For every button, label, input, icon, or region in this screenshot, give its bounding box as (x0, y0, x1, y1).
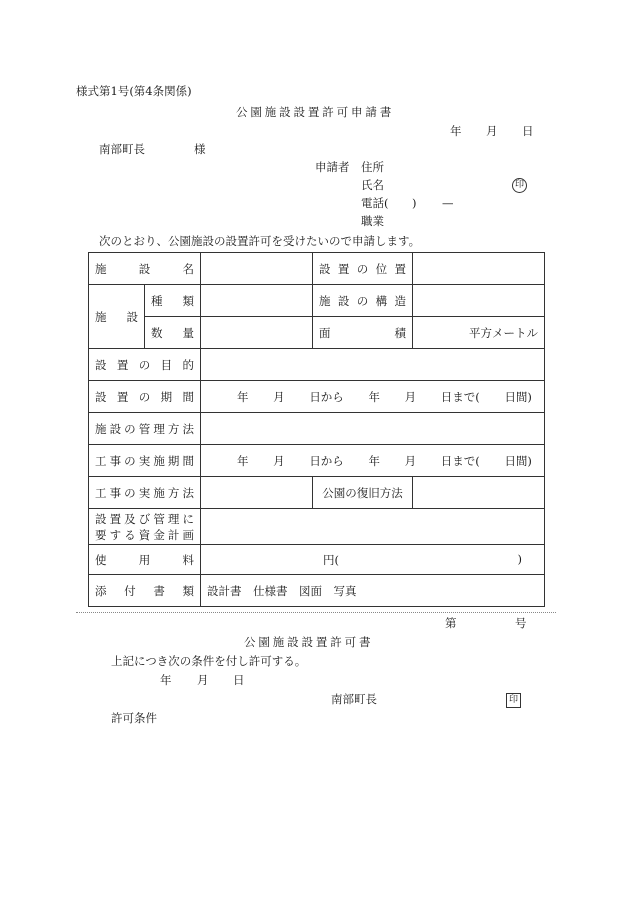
period-days: 日間) (504, 389, 532, 404)
period-until: 日まで( (440, 453, 480, 468)
purpose-field[interactable] (201, 349, 545, 381)
permit-date-year: 年 (160, 673, 172, 687)
application-table (88, 252, 545, 607)
management-method-field[interactable] (201, 413, 545, 445)
quantity-label: 数量 (145, 317, 201, 349)
structure-label: 施設の構造 (313, 285, 413, 317)
construction-period-field[interactable] (201, 445, 545, 477)
seal-square-icon: 印 (506, 693, 521, 708)
application-title: 公園施設設置許可申請書 (236, 105, 395, 119)
attachments-label: 添付書類 (89, 575, 201, 607)
installation-period-field[interactable] (201, 381, 545, 413)
construction-period-label: 工事の実施期間 (89, 445, 201, 477)
period-until: 日まで( (440, 389, 480, 404)
permit-number-suffix: 号 (515, 616, 527, 630)
intro-text: 次のとおり、公園施設の設置許可を受けたいので申請します。 (99, 234, 421, 248)
restoration-method-label: 公園の復旧方法 (313, 477, 413, 509)
type-field[interactable] (201, 285, 313, 317)
type-label: 種類 (145, 285, 201, 317)
quantity-field[interactable] (201, 317, 313, 349)
location-field[interactable] (413, 253, 545, 285)
form-number-label: 様式第1号(第4条関係) (76, 84, 192, 98)
location-label: 設置の位置 (313, 253, 413, 285)
structure-field[interactable] (413, 285, 545, 317)
period-days: 日間) (504, 453, 532, 468)
section-divider (76, 612, 556, 613)
period-month-2: 月 (404, 453, 417, 468)
installation-period-label: 設置の期間 (89, 381, 201, 413)
management-method-label: 施設の管理方法 (89, 413, 201, 445)
date-day-label: 日 (522, 124, 534, 138)
construction-method-label: 工事の実施方法 (89, 477, 201, 509)
permit-statement: 上記につき次の条件を付し許可する。 (111, 654, 307, 668)
occupation-label: 職業 (361, 214, 384, 228)
address-label: 住所 (361, 160, 384, 174)
period-from: 日から (309, 453, 344, 468)
facility-name-field[interactable] (201, 253, 313, 285)
permit-date-day: 日 (233, 673, 245, 687)
seal-circle-icon: 印 (512, 178, 527, 193)
period-month: 月 (273, 453, 285, 468)
period-month-2: 月 (404, 389, 417, 404)
facility-label: 施設 (89, 285, 145, 349)
phone-close-paren: ) (412, 196, 417, 210)
phone-label: 電話( (361, 196, 389, 210)
date-month-label: 月 (486, 124, 498, 138)
permit-date-month: 月 (197, 673, 209, 687)
area-unit: 平方メートル (413, 317, 545, 349)
applicant-label: 申請者 (315, 160, 350, 174)
date-year-label: 年 (450, 124, 462, 138)
period-year-2: 年 (368, 389, 380, 404)
restoration-method-field[interactable] (413, 477, 545, 509)
name-label: 氏名 (361, 178, 384, 192)
period-month: 月 (273, 389, 285, 404)
permit-issuer: 南部町長 (331, 692, 377, 706)
purpose-label: 設置の目的 (89, 349, 201, 381)
attachments-list: 設計書 仕様書 図面 写真 (201, 575, 545, 607)
permit-number-prefix: 第 (445, 616, 457, 630)
addressee-honorific: 様 (194, 142, 206, 156)
period-year: 年 (237, 453, 249, 468)
area-label: 面積 (313, 317, 413, 349)
construction-method-field[interactable] (201, 477, 313, 509)
funding-plan-label: 設置及び管理に 要する資金計画 (89, 509, 201, 545)
addressee-name: 南部町長 (99, 142, 145, 156)
fee-close-paren: ) (517, 551, 522, 566)
facility-name-label: 施設名 (89, 253, 201, 285)
phone-dash: — (442, 196, 454, 210)
usage-fee-label: 使用料 (89, 545, 201, 575)
usage-fee-field[interactable] (201, 545, 545, 575)
period-year: 年 (237, 389, 249, 404)
period-year-2: 年 (368, 453, 380, 468)
permit-conditions-label: 許可条件 (111, 711, 157, 725)
funding-plan-field[interactable] (201, 509, 545, 545)
fee-unit: 円( (323, 552, 339, 567)
permit-title: 公園施設設置許可書 (244, 635, 374, 649)
period-from: 日から (309, 389, 344, 404)
